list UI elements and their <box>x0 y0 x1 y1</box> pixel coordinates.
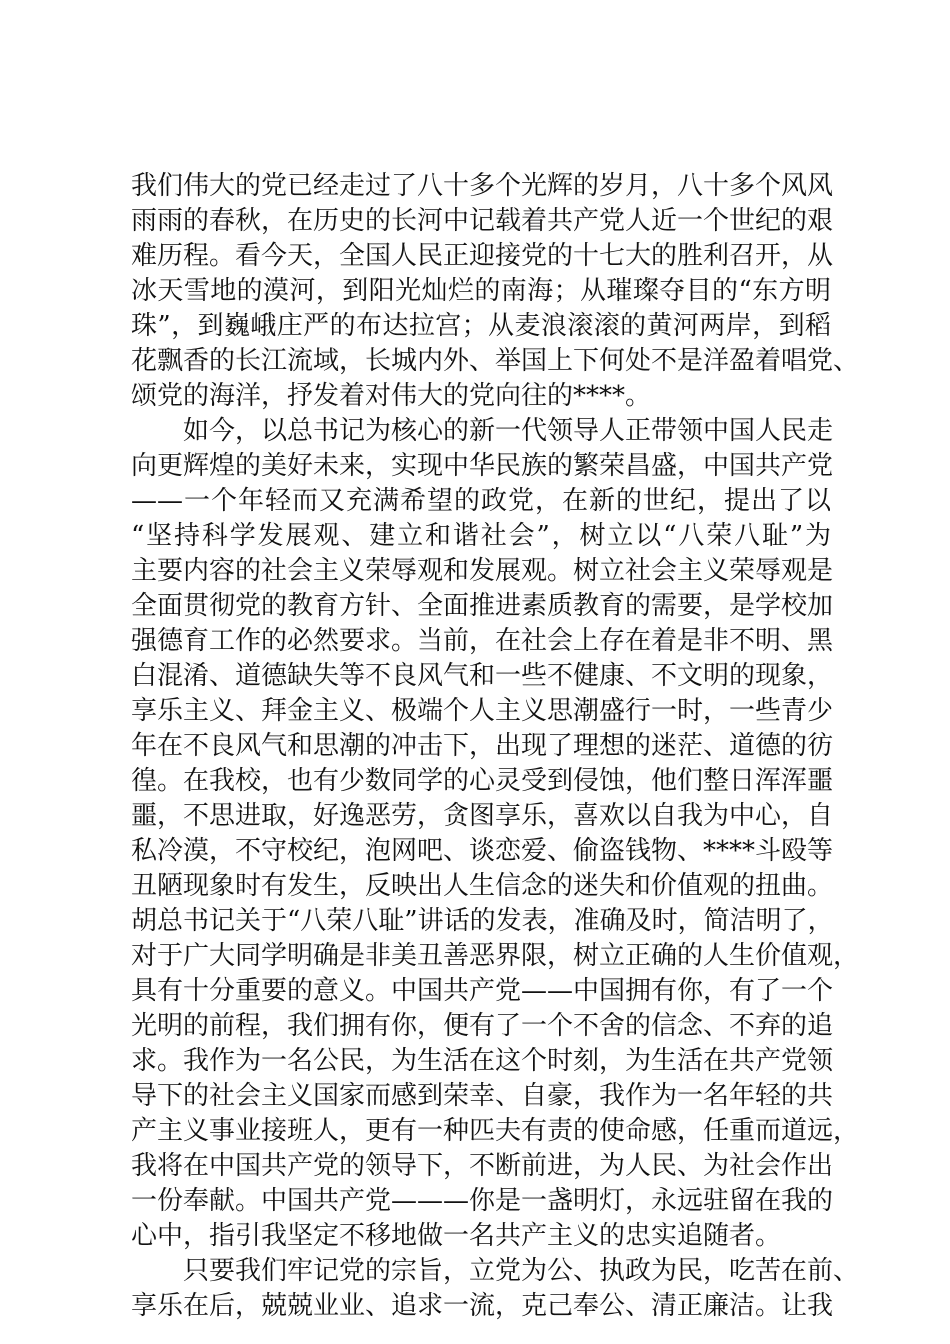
text-line: 珠”，到巍峨庄严的布达拉宫；从麦浪滚滚的黄河两岸，到稻 <box>131 311 831 341</box>
text-line: 向更辉煌的美好未来，实现中华民族的繁荣昌盛，中国共产党 <box>131 451 834 481</box>
text-line: 产主义事业接班人，更有一种匹夫有责的使命感，任重而道远， <box>131 1116 860 1146</box>
text-line: 白混淆、道德缺失等不良风气和一些不健康、不文明的现象， <box>131 661 834 691</box>
text-line: ——一个年轻而又充满希望的政党，在新的世纪，提出了以 <box>131 486 831 516</box>
text-line: 难历程。看今天，全国人民正迎接党的十七大的胜利召开，从 <box>131 241 834 271</box>
text-line: 我们伟大的党已经走过了八十多个光辉的岁月，八十多个风风 <box>131 171 834 201</box>
text-line: 光明的前程，我们拥有你，便有了一个不舍的信念、不弃的追 <box>131 1011 834 1041</box>
text-line: 年在不良风气和思潮的冲击下，出现了理想的迷茫、道德的彷 <box>131 731 834 761</box>
text-line: 私冷漠，不守校纪，泡网吧、谈恋爱、偷盗钱物、****斗殴等 <box>131 836 834 866</box>
text-line: 享乐主义、拜金主义、极端个人主义思潮盛行一时，一些青少 <box>131 696 834 726</box>
text-line: 徨。在我校，也有少数同学的心灵受到侵蚀，他们整日浑浑噩 <box>131 766 834 796</box>
text-line: “坚持科学发展观、建立和谐社会”，树立以“八荣八耻”为 <box>131 521 831 551</box>
text-line: 具有十分重要的意义。中国共产党——中国拥有你，有了一个 <box>131 976 834 1006</box>
text-line: 主要内容的社会主义荣辱观和发展观。树立社会主义荣辱观是 <box>131 556 834 586</box>
text-line: 强德育工作的必然要求。当前，在社会上存在着是非不明、黑 <box>131 626 834 656</box>
text-line: 雨雨的春秋，在历史的长河中记载着共产党人近一个世纪的艰 <box>131 206 834 236</box>
text-line: 胡总书记关于“八荣八耻”讲话的发表，准确及时，简洁明了， <box>131 906 834 936</box>
text-line: 心中，指引我坚定不移地做一名共产主义的忠实追随者。 <box>131 1221 782 1251</box>
paragraph-first-line: 只要我们牢记党的宗旨，立党为公、执政为民，吃苦在前、 <box>183 1256 860 1286</box>
text-line: 对于广大同学明确是非美丑善恶界限，树立正确的人生价值观， <box>131 941 860 971</box>
text-line: 全面贯彻党的教育方针、全面推进素质教育的需要，是学校加 <box>131 591 834 621</box>
text-line: 丑陋现象时有发生，反映出人生信念的迷失和价值观的扭曲。 <box>131 871 834 901</box>
text-line: 享乐在后，兢兢业业、追求一流，克己奉公、清正廉洁。让我 <box>131 1291 834 1321</box>
text-line: 一份奉献。中国共产党———你是一盏明灯，永远驻留在我的 <box>131 1186 834 1216</box>
text-line: 求。我作为一名公民，为生活在这个时刻，为生活在共产党领 <box>131 1046 834 1076</box>
text-line: 导下的社会主义国家而感到荣幸、自豪，我作为一名年轻的共 <box>131 1081 834 1111</box>
text-line: 我将在中国共产党的领导下，不断前进，为人民、为社会作出 <box>131 1151 834 1181</box>
text-line: 花飘香的长江流域，长城内外、举国上下何处不是洋盈着唱党、 <box>131 346 860 376</box>
text-line: 颂党的海洋，抒发着对伟大的党向往的****。 <box>131 381 652 411</box>
text-line: 冰天雪地的漠河，到阳光灿烂的南海；从璀璨夺目的“东方明 <box>131 276 831 306</box>
text-line: 噩，不思进取，好逸恶劳，贪图享乐，喜欢以自我为中心，自 <box>131 801 834 831</box>
paragraph-first-line: 如今，以总书记为核心的新一代领导人正带领中国人民走 <box>183 416 834 446</box>
